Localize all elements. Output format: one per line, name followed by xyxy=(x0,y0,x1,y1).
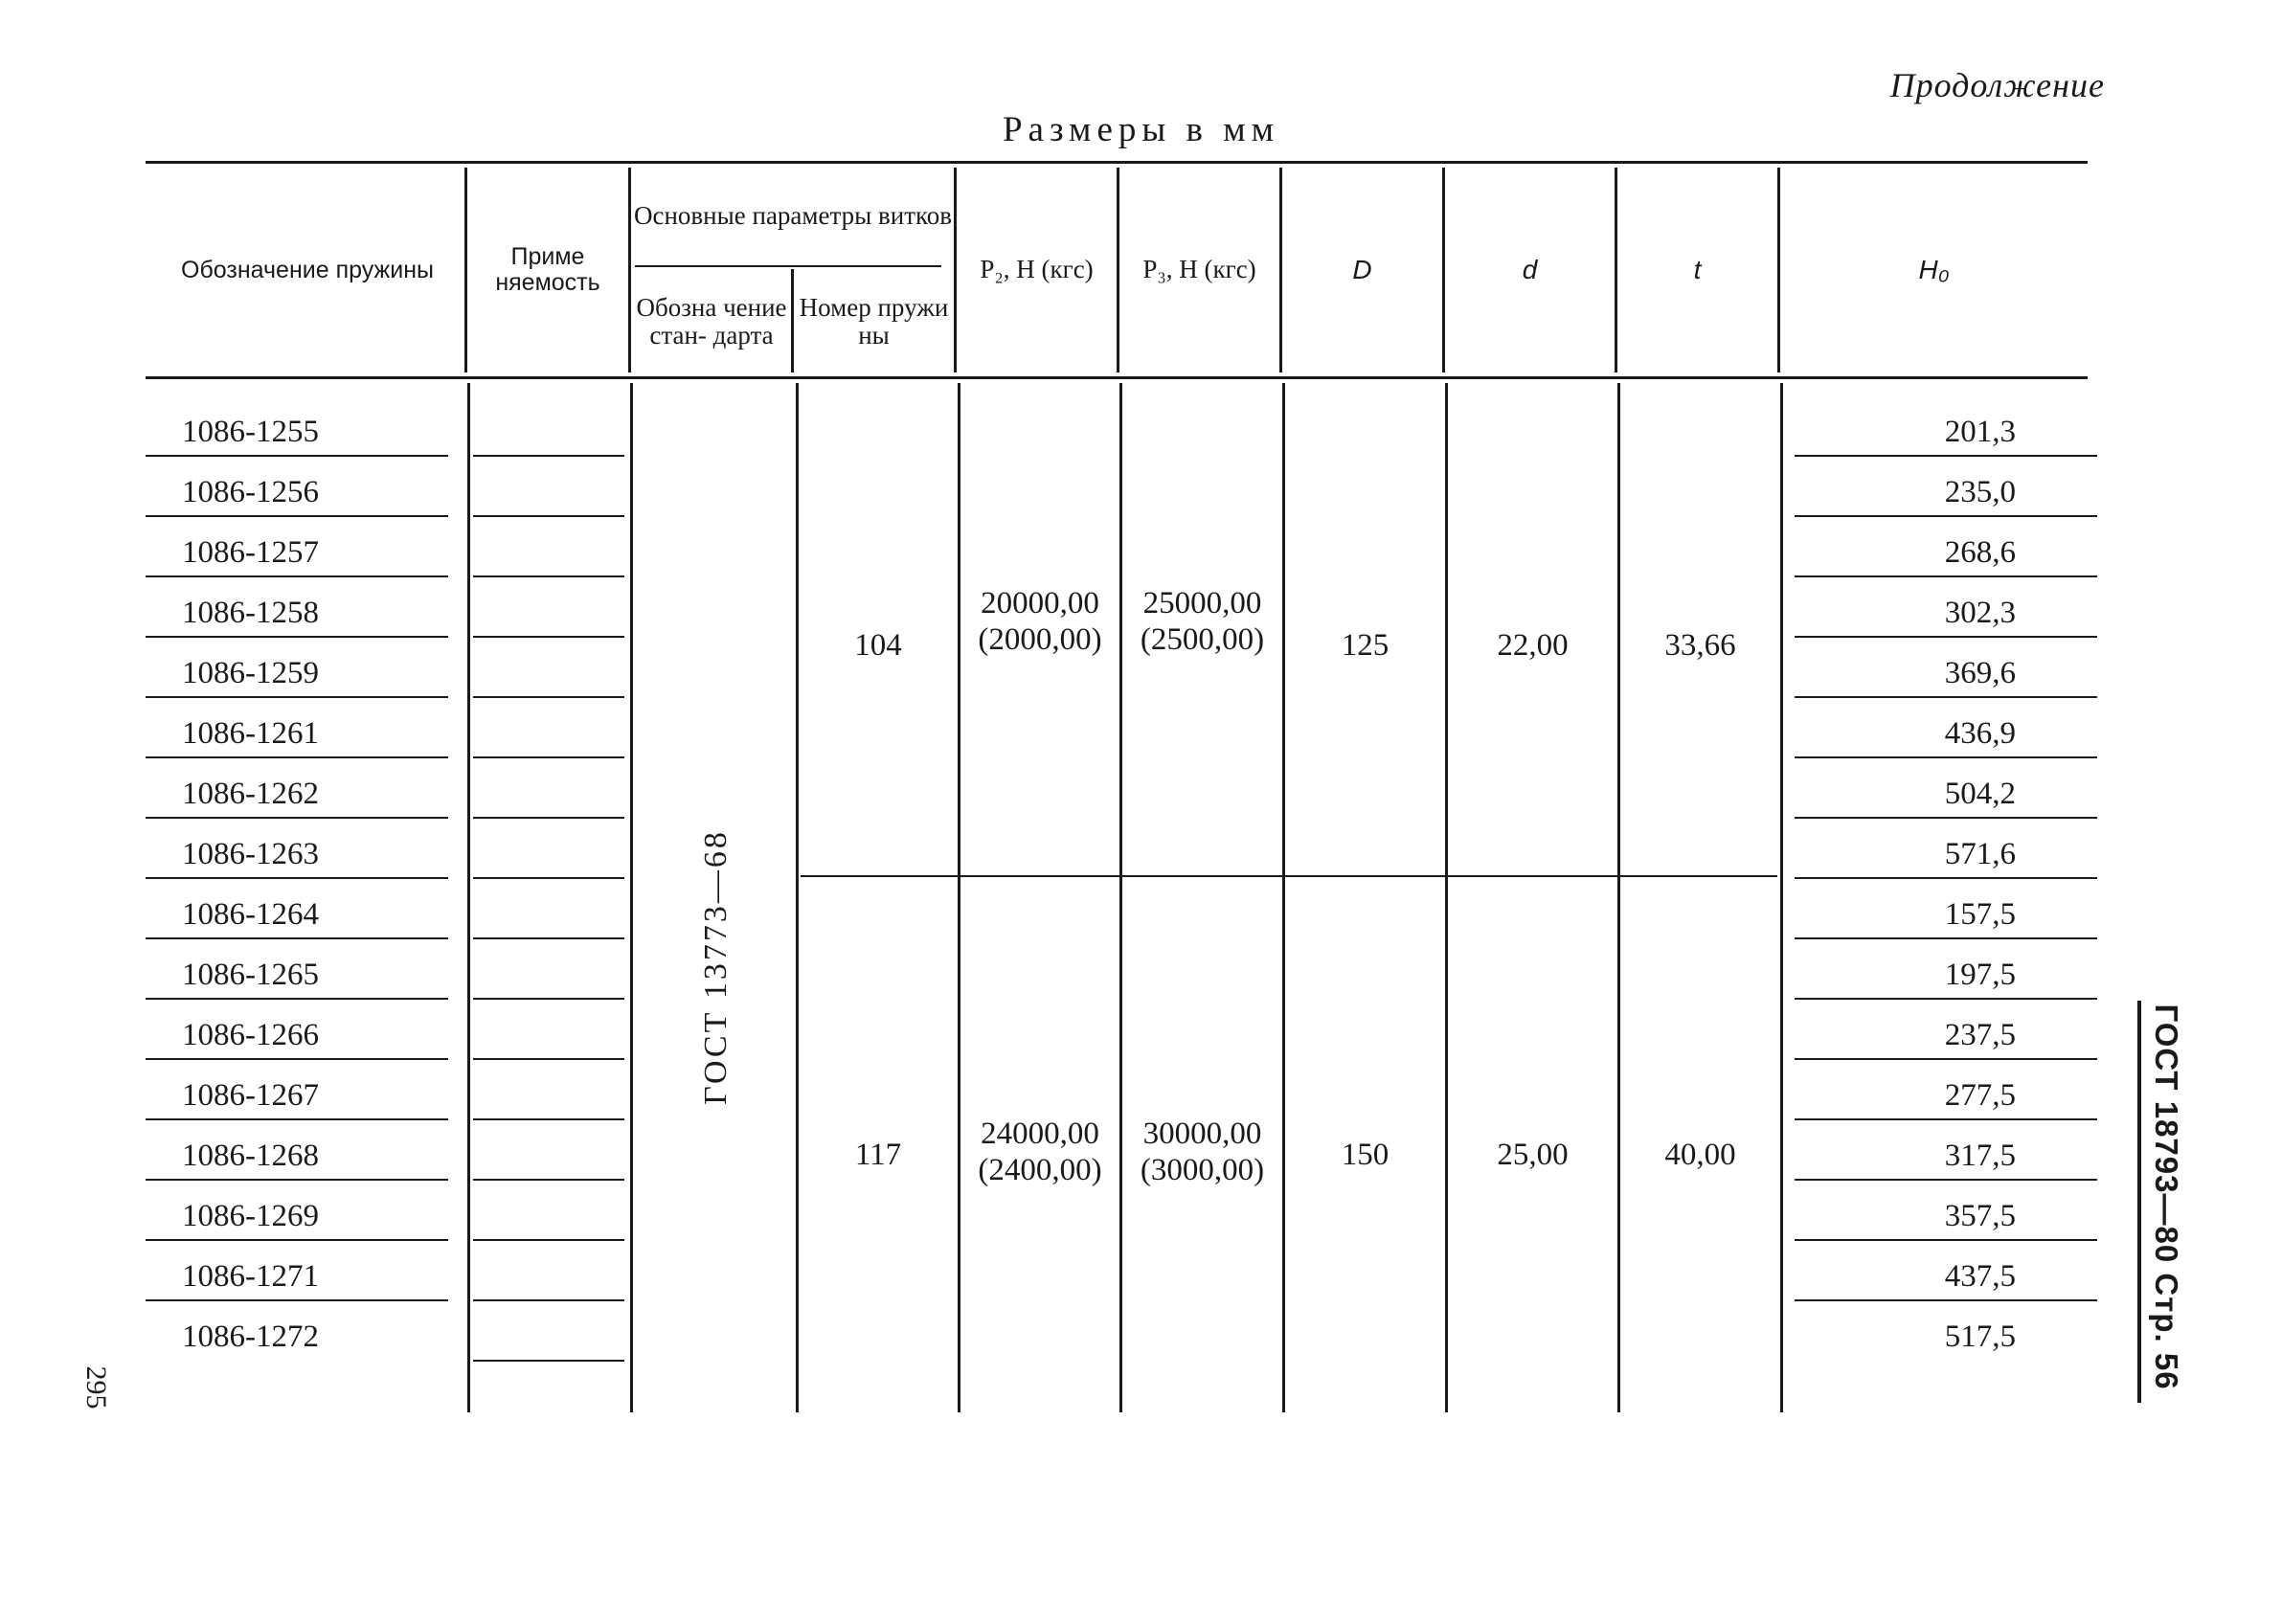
row-rule xyxy=(146,756,448,758)
table-top-rule xyxy=(146,161,2088,164)
header-divider xyxy=(628,168,631,372)
h0-value: 302,3 xyxy=(1944,596,2016,630)
row-rule xyxy=(473,1118,624,1120)
p2-value: 20000,00 xyxy=(981,586,1099,620)
h0-value: 437,5 xyxy=(1944,1259,2016,1294)
header-std-designation: Обозна чение стан- дарта xyxy=(636,292,787,350)
row-rule xyxy=(473,696,624,698)
header-designation: Обозначение пружины xyxy=(181,256,434,283)
spring-code: 1086-1265 xyxy=(182,958,319,992)
row-rule xyxy=(473,1360,624,1362)
row-rule xyxy=(1795,455,2097,457)
d-value: 22,00 xyxy=(1497,628,1569,663)
h0-value: 436,9 xyxy=(1944,716,2016,751)
D-value: 125 xyxy=(1341,628,1390,663)
h0-value: 571,6 xyxy=(1944,837,2016,871)
row-rule xyxy=(473,1179,624,1181)
row-rule xyxy=(473,575,624,577)
row-rule xyxy=(146,455,448,457)
body-divider xyxy=(1445,383,1448,1412)
row-rule xyxy=(473,817,624,819)
body-divider xyxy=(958,383,960,1412)
row-rule xyxy=(1795,515,2097,517)
D-value: 150 xyxy=(1341,1138,1390,1172)
p2-kgf-value: (2000,00) xyxy=(978,622,1102,657)
row-rule xyxy=(473,877,624,879)
row-rule xyxy=(146,1239,448,1241)
header-basic-params: Основные параметры витков xyxy=(633,201,952,231)
header-p2: P₂, Н (кгс) xyxy=(980,255,1094,284)
h0-value: 157,5 xyxy=(1944,897,2016,932)
row-rule xyxy=(473,998,624,1000)
h0-value: 317,5 xyxy=(1944,1139,2016,1173)
body-divider xyxy=(1780,383,1783,1412)
header-t: t xyxy=(1693,254,1702,284)
row-rule xyxy=(146,998,448,1000)
row-rule xyxy=(146,575,448,577)
row-rule xyxy=(473,455,624,457)
p2-kgf-value: (2400,00) xyxy=(978,1153,1102,1187)
side-label-rule xyxy=(2137,1001,2141,1403)
row-rule xyxy=(146,1118,448,1120)
standard-designation: ГОСТ 13773—68 xyxy=(698,829,734,1105)
row-rule xyxy=(146,937,448,939)
row-rule xyxy=(1795,877,2097,879)
header-spring-number: Номер пружи ны xyxy=(799,292,949,350)
t-value: 33,66 xyxy=(1664,628,1736,663)
spring-code: 1086-1262 xyxy=(182,777,319,811)
row-rule xyxy=(146,1058,448,1060)
row-rule xyxy=(473,1239,624,1241)
page-number: 295 xyxy=(80,1365,112,1410)
row-rule xyxy=(473,636,624,638)
t-value: 40,00 xyxy=(1664,1138,1736,1172)
body-divider xyxy=(1119,383,1122,1412)
h0-value: 277,5 xyxy=(1944,1078,2016,1113)
header-H0: H₀ xyxy=(1918,254,1950,284)
spring-code: 1086-1264 xyxy=(182,897,319,932)
h0-value: 268,6 xyxy=(1944,535,2016,570)
spring-number: 104 xyxy=(854,628,902,663)
row-rule xyxy=(473,937,624,939)
spring-number: 117 xyxy=(854,1138,902,1172)
d-value: 25,00 xyxy=(1497,1138,1569,1172)
p3-kgf-value: (2500,00) xyxy=(1140,622,1265,657)
row-rule xyxy=(1795,1239,2097,1241)
body-divider xyxy=(1617,383,1620,1412)
row-rule xyxy=(146,636,448,638)
h0-value: 504,2 xyxy=(1944,777,2016,811)
spring-code: 1086-1258 xyxy=(182,596,319,630)
row-rule xyxy=(146,877,448,879)
body-divider xyxy=(796,383,799,1412)
body-divider xyxy=(467,383,470,1412)
body-divider xyxy=(1282,383,1285,1412)
body-divider xyxy=(630,383,633,1412)
spring-code: 1086-1269 xyxy=(182,1199,319,1233)
p2-value: 24000,00 xyxy=(981,1116,1099,1151)
group-separator xyxy=(801,875,1777,877)
row-rule xyxy=(1795,817,2097,819)
continued-label: Продолжение xyxy=(1889,66,2105,104)
row-rule xyxy=(1795,998,2097,1000)
row-rule xyxy=(1795,1058,2097,1060)
table-caption: Размеры в мм xyxy=(1002,110,1280,149)
row-rule xyxy=(1795,636,2097,638)
row-rule xyxy=(473,1058,624,1060)
spring-code: 1086-1259 xyxy=(182,656,319,690)
row-rule xyxy=(146,696,448,698)
spring-code: 1086-1272 xyxy=(182,1320,319,1354)
header-d: d xyxy=(1522,254,1538,284)
p3-value: 25000,00 xyxy=(1142,586,1262,620)
h0-value: 517,5 xyxy=(1944,1320,2016,1354)
spring-code: 1086-1261 xyxy=(182,716,319,751)
spring-code: 1086-1271 xyxy=(182,1259,319,1294)
h0-value: 201,3 xyxy=(1944,415,2016,449)
row-rule xyxy=(1795,696,2097,698)
spring-code: 1086-1257 xyxy=(182,535,319,570)
spring-code: 1086-1255 xyxy=(182,415,319,449)
row-rule xyxy=(473,756,624,758)
h0-value: 235,0 xyxy=(1944,475,2016,509)
header-D: D xyxy=(1352,254,1372,284)
row-rule xyxy=(146,1299,448,1301)
spring-code: 1086-1268 xyxy=(182,1139,319,1173)
header-bottom-rule xyxy=(146,376,2088,379)
row-rule xyxy=(1795,1179,2097,1181)
row-rule xyxy=(1795,937,2097,939)
header-applicability: Приме няемость xyxy=(495,243,600,296)
row-rule xyxy=(1795,1118,2097,1120)
row-rule xyxy=(146,817,448,819)
spring-code: 1086-1266 xyxy=(182,1018,319,1052)
spring-code: 1086-1256 xyxy=(182,475,319,509)
row-rule xyxy=(473,515,624,517)
h0-value: 357,5 xyxy=(1944,1199,2016,1233)
h0-value: 237,5 xyxy=(1944,1018,2016,1052)
row-rule xyxy=(146,1179,448,1181)
spring-code: 1086-1263 xyxy=(182,837,319,871)
row-rule xyxy=(1795,575,2097,577)
spring-code: 1086-1267 xyxy=(182,1078,319,1113)
p3-kgf-value: (3000,00) xyxy=(1140,1153,1265,1187)
h0-value: 197,5 xyxy=(1944,958,2016,992)
row-rule xyxy=(1795,1299,2097,1301)
p3-value: 30000,00 xyxy=(1142,1116,1262,1151)
row-rule xyxy=(1795,756,2097,758)
row-rule xyxy=(473,1299,624,1301)
row-rule xyxy=(146,515,448,517)
header-p3: P₃, Н (кгс) xyxy=(1142,255,1256,284)
side-label: ГОСТ 18793—80 Стр. 56 xyxy=(2149,1004,2184,1390)
basic-params-rule xyxy=(635,265,941,267)
h0-value: 369,6 xyxy=(1944,656,2016,690)
